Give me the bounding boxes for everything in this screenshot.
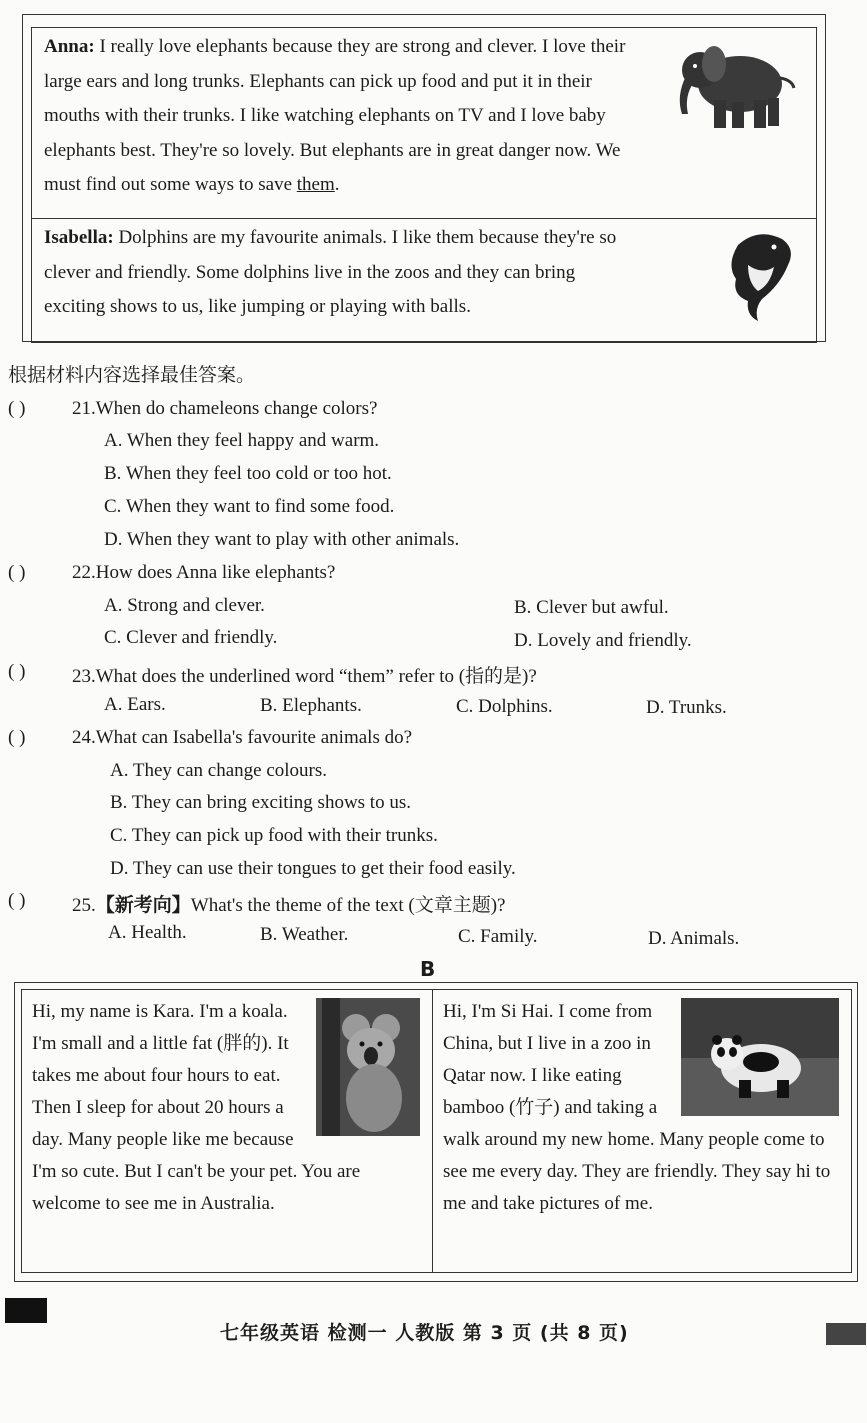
option-25-a[interactable]: A. Health. — [108, 922, 187, 943]
option-25-b[interactable]: B. Weather. — [260, 924, 349, 945]
question-25 — [72, 890, 505, 917]
section-b-frame — [14, 982, 858, 1282]
question-text: When do chameleons change colors? — [95, 398, 378, 419]
anna-speaker: Anna: — [44, 36, 95, 57]
question-number: 25. — [72, 895, 96, 916]
anna-text: I really love elephants because they are strong and clever. I love their large ears and long trunks. Elephants can pick up food and put it in their mouths with their trunks. I like watching elephants on TV and I love baby elephants best. They're so lovely. But elephants are in great danger now. We must find out some ways to save — [44, 36, 626, 195]
option-23-c[interactable]: C. Dolphins. — [456, 696, 553, 717]
question-text: What can Isabella's favourite animals do? — [95, 727, 413, 748]
option-22-d[interactable]: D. Lovely and friendly. — [514, 630, 692, 651]
option-22-c[interactable]: C. Clever and friendly. — [104, 627, 278, 648]
anna-text-end: . — [334, 174, 340, 195]
option-21-d[interactable]: D. When they want to play with other animals. — [104, 529, 460, 550]
kara-text: Hi, my name is Kara. I'm a koala. I'm small and a little fat (胖的). It takes me about four hours to eat. Then I sleep for about 20 hours a day. Many people like me because I'm so cute. But I can't be your pet. You are welcome to see me in Australia. — [32, 1001, 361, 1214]
underlined-them: them — [296, 174, 335, 195]
option-21-c[interactable]: C. When they want to find some food. — [104, 496, 395, 517]
section-b-title: B — [420, 957, 436, 981]
sihai-text: Hi, I'm Si Hai. I come from China, but I live in a zoo in Qatar now. I like eating bamboo (竹子) and taking a walk around my new home. Many people come to see me every day. They are friendly. They say hi to me and take pictures of me. — [443, 1001, 831, 1214]
sihai-passage — [432, 989, 852, 1273]
answer-paren-22[interactable]: ( ) — [8, 562, 26, 583]
option-22-b[interactable]: B. Clever but awful. — [514, 597, 669, 618]
question-number: 22. — [72, 562, 96, 583]
question-number: 21. — [72, 398, 96, 419]
answer-paren-25[interactable]: ( ) — [8, 890, 26, 911]
option-24-c[interactable]: C. They can pick up food with their trunks. — [110, 825, 438, 846]
question-24 — [72, 727, 412, 749]
option-25-d[interactable]: D. Animals. — [648, 928, 740, 949]
new-direction-tag: 【新考向】 — [95, 895, 191, 916]
question-number: 24. — [72, 727, 96, 748]
answer-paren-23[interactable]: ( ) — [8, 661, 26, 682]
option-21-b[interactable]: B. When they feel too cold or too hot. — [104, 463, 392, 484]
question-text: How does Anna like elephants? — [95, 562, 336, 583]
question-23 — [72, 661, 537, 688]
page-footer: 七年级英语 检测一 人教版 第 3 页 (共 8 页) — [220, 1322, 629, 1344]
option-23-a[interactable]: A. Ears. — [104, 694, 166, 715]
answer-paren-24[interactable]: ( ) — [8, 727, 26, 748]
passage-isabella — [31, 219, 817, 343]
question-text: What's the theme of the text (文章主题)? — [190, 895, 506, 916]
dolphin-icon — [718, 225, 798, 325]
elephant-icon — [662, 34, 802, 134]
panda-photo — [681, 998, 839, 1116]
option-21-a[interactable]: A. When they feel happy and warm. — [104, 430, 380, 451]
kara-passage — [21, 989, 433, 1273]
koala-photo — [316, 998, 420, 1136]
question-21 — [72, 398, 377, 420]
answer-paren-21[interactable]: ( ) — [8, 398, 26, 419]
corner-code-mark — [826, 1323, 866, 1345]
question-22 — [72, 562, 335, 584]
option-24-d[interactable]: D. They can use their tongues to get their food easily. — [110, 858, 516, 879]
passage-frame — [22, 14, 826, 342]
option-25-c[interactable]: C. Family. — [458, 926, 538, 947]
black-marker — [5, 1298, 47, 1323]
passage-anna — [31, 27, 817, 219]
option-23-b[interactable]: B. Elephants. — [260, 695, 362, 716]
option-23-d[interactable]: D. Trunks. — [646, 697, 727, 718]
instruction: 根据材料内容选择最佳答案。 — [8, 364, 256, 386]
isabella-speaker: Isabella: — [44, 227, 114, 248]
question-text: What does the underlined word “them” refer to (指的是)? — [95, 666, 537, 687]
option-24-a[interactable]: A. They can change colours. — [110, 760, 328, 781]
question-number: 23. — [72, 666, 96, 687]
isabella-text: Dolphins are my favourite animals. I like them because they're so clever and friendly. Some dolphins live in the zoos and they can bring exciting shows to us, like jumping or playing with balls. — [44, 227, 617, 317]
option-24-b[interactable]: B. They can bring exciting shows to us. — [110, 792, 411, 813]
option-22-a[interactable]: A. Strong and clever. — [104, 595, 265, 616]
